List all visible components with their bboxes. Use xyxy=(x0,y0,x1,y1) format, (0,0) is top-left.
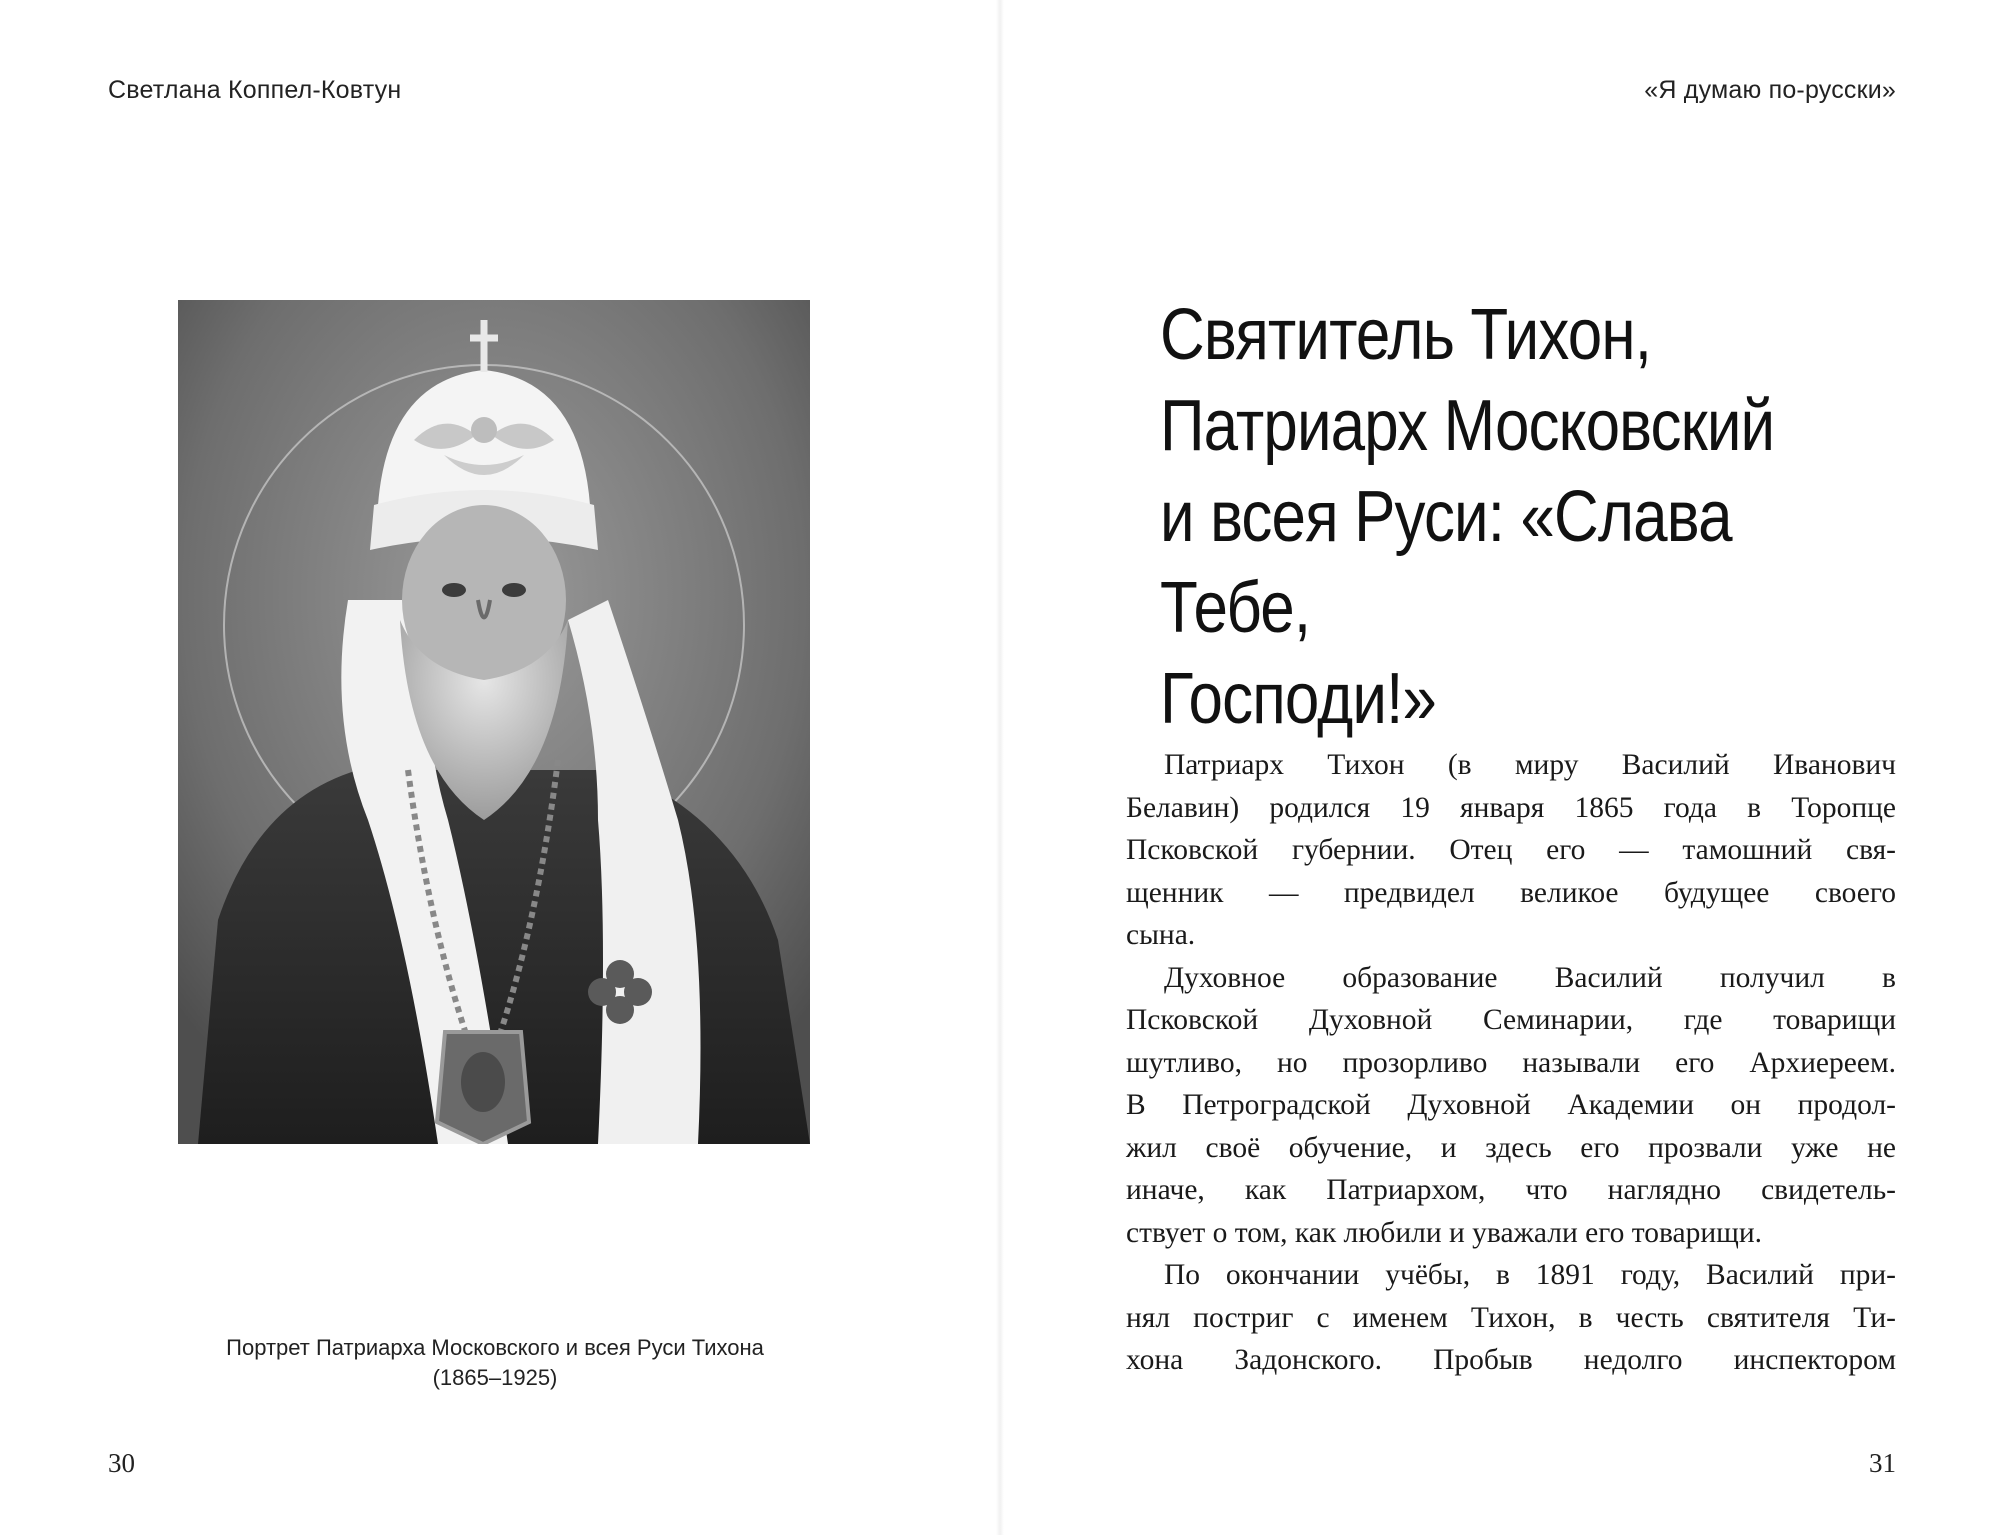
chapter-title xyxy=(1160,290,1839,745)
caption-line-1: Портрет Патриарха Московского и всея Руси Тихона xyxy=(226,1335,764,1360)
text-line: Псковской губернии. Отец его — тамошний свя- xyxy=(1126,834,1896,866)
text-line: щенник — предвидел великое будущее своего xyxy=(1126,876,1896,909)
text-line: иначе, как Патриархом, что наглядно свидетель- xyxy=(1126,1174,1896,1206)
text-line: Духовное образование Василий получил в xyxy=(1164,961,1896,994)
text-line: В Петроградской Духовной Академии он продол- xyxy=(1126,1089,1896,1121)
text-line: ствует о том, как любили и уважали его товарищи. xyxy=(1126,1216,1763,1249)
portrait-illustration xyxy=(178,300,810,1144)
text-line: Белавин) родился 19 января 1865 года в Торопце xyxy=(1126,791,1896,824)
text-line: Псковской Духовной Семинарии, где товарищи xyxy=(1126,1004,1896,1036)
portrait-caption xyxy=(140,1333,850,1393)
text-line: По окончании учёбы, в 1891 году, Василий при- xyxy=(1164,1259,1896,1291)
text-line: нял постриг с именем Тихон, в честь святителя Ти- xyxy=(1126,1301,1896,1334)
text-line: сына. xyxy=(1126,919,1196,951)
text-line: хона Задонского. Пробыв недолго инспектором xyxy=(1126,1344,1896,1376)
title-line: и всея Руси: «Слава Тебе, xyxy=(1160,477,1732,648)
caption-line-2: (1865–1925) xyxy=(432,1365,558,1390)
portrait-photo xyxy=(178,300,810,1144)
text-line: жил своё обучение, и здесь его прозвали уже не xyxy=(1126,1131,1896,1164)
running-head-book-title: «Я думаю по-русски» xyxy=(1644,76,1896,104)
body-text xyxy=(1126,744,1896,1382)
page-number-left: 30 xyxy=(108,1448,135,1478)
title-line: Господи!» xyxy=(1160,659,1437,739)
text-line: шутливо, но прозорливо называли его Архиереем. xyxy=(1126,1046,1896,1079)
text-line: Патриарх Тихон (в миру Василий Иванович xyxy=(1164,749,1896,781)
title-line: Святитель Тихон, xyxy=(1160,295,1652,375)
title-line: Патриарх Московский xyxy=(1160,386,1775,466)
running-head-author: Светлана Коппел-Ковтун xyxy=(108,76,402,104)
page-number-right: 31 xyxy=(1869,1448,1896,1478)
right-page xyxy=(1000,0,2000,1535)
